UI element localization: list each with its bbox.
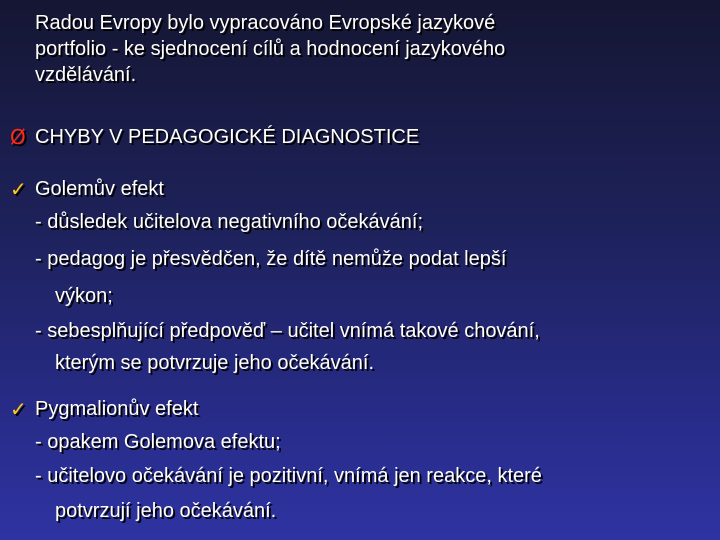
arrow-bullet-icon: Ø (10, 125, 26, 149)
pygmalion-title: Pygmalionův efekt (35, 398, 199, 420)
golem-line: - sebesplňující předpověď – učitel vnímá takové chování, (35, 320, 540, 342)
golem-line: výkon; (55, 285, 113, 307)
golem-line: - pedagog je přesvědčen, že dítě nemůže podat lepší (35, 248, 507, 270)
intro-line: Radou Evropy bylo vypracováno Evropské jazykové (35, 12, 496, 34)
intro-line: portfolio - ke sjednocení cílů a hodnocení jazykového (35, 38, 506, 60)
golem-line: - důsledek učitelova negativního očekávání; (35, 211, 424, 233)
pygmalion-line: - učitelovo očekávání je pozitivní, vnímá jen reakce, které (35, 465, 542, 487)
intro-line: vzdělávání. (35, 64, 137, 86)
check-bullet-icon: ✓ (10, 177, 27, 201)
golem-title: Golemův efekt (35, 178, 164, 200)
section-heading: CHYBY V PEDAGOGICKÉ DIAGNOSTICE (35, 126, 420, 148)
pygmalion-line: potvrzují jeho očekávání. (55, 500, 277, 522)
golem-line: kterým se potvrzuje jeho očekávání. (55, 352, 375, 374)
check-bullet-icon: ✓ (10, 397, 27, 421)
intro-paragraph (35, 10, 675, 88)
pygmalion-line: - opakem Golemova efektu; (35, 431, 281, 453)
